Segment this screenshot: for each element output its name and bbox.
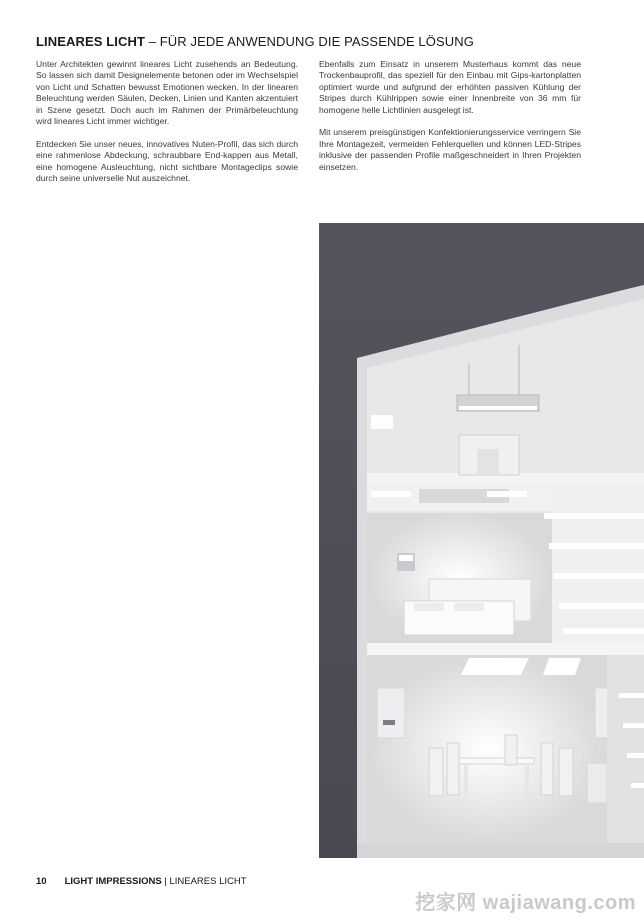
ground-stair-light-3 xyxy=(627,753,644,758)
right-text-column xyxy=(319,59,581,184)
chair-3 xyxy=(505,735,517,765)
footer-section: LINEARES LICHT xyxy=(169,876,247,887)
wall-spot-left xyxy=(383,720,395,725)
chair-5 xyxy=(559,748,573,796)
middle-floor xyxy=(367,643,644,655)
wall-lamp-glow xyxy=(399,555,413,561)
ground-stairwell xyxy=(607,655,644,843)
chair-4 xyxy=(541,743,553,795)
pendant-glow xyxy=(459,406,537,410)
side-cabinet xyxy=(587,763,607,803)
stair-light-4 xyxy=(559,603,644,609)
stair-light-1 xyxy=(544,513,644,519)
right-paragraph-1: Ebenfalls zum Einsatz in unserem Musterhaus kommt das neue Trockenbauprofil, das speziell für den Einbau mit Gips-kartonplatten optimiert wurde und aufgrund der erhöhten passiven Kühlung der Stripes durch Kühlrippen sowie einer Innenbreite von 36 mm für homogene helle Lichtlinien ausgelegt ist. xyxy=(319,59,581,115)
table-leg-1 xyxy=(464,764,468,799)
sideboard-left xyxy=(377,688,405,738)
house-model-illustration xyxy=(319,223,644,858)
footer-separator: | xyxy=(161,876,170,887)
ceiling-light-strip-1 xyxy=(371,491,411,497)
ceiling-light-strip-2 xyxy=(487,491,527,497)
stair-light-2 xyxy=(549,543,644,549)
right-paragraph-2: Mit unserem preisgünstigen Konfektionierungsservice verringern Sie Ihre Montagezeit, vermeiden Fehlerquellen und können LED-Stripes inklusive der passenden Profile maßgeschneidert in Ihren Projekten einsetzen. xyxy=(319,127,581,172)
dining-table xyxy=(459,758,534,764)
left-text-column xyxy=(36,59,298,196)
title-bold: LINEARES LICHT xyxy=(36,34,146,49)
pillow-2 xyxy=(454,603,484,611)
stair-light-3 xyxy=(554,573,644,579)
page-number: 10 xyxy=(36,876,47,887)
chair-1 xyxy=(429,748,443,796)
pillow-1 xyxy=(414,603,444,611)
ceiling-light-panel-1 xyxy=(461,658,529,675)
watermark: 挖家网 wajiawang.com xyxy=(415,892,636,914)
page-title xyxy=(36,34,616,49)
attic-light xyxy=(371,415,393,429)
footer-brand: LIGHT IMPRESSIONS xyxy=(64,876,162,887)
ceiling-light-panel-2 xyxy=(543,658,581,675)
ground-stair-light-1 xyxy=(619,693,644,698)
title-rest: – FÜR JEDE ANWENDUNG DIE PASSENDE LÖSUNG xyxy=(145,34,474,49)
ground-stair-light-4 xyxy=(631,783,644,788)
chair-2 xyxy=(447,743,459,795)
ground-stair-light-2 xyxy=(623,723,644,728)
left-paragraph-2: Entdecken Sie unser neues, innovatives Nuten-Profil, das sich durch eine rahmenlose Abdeckung, schraubbare End-kappen aus Metall, eine homogene Ausleuchtung, nicht sichtbare Montageclips sowie durch seine universelle Nut auszeichnet. xyxy=(36,138,298,184)
left-paragraph-1: Unter Architekten gewinnt lineares Licht zusehends an Bedeutung. So lassen sich damit Designelemente betonen oder im Wechselspiel von Licht und Schatten bewusst Emotionen wecken. In der linearen Beleuchtung werden Säulen, Decken, Linien und Kanten akzentuiert in Szene gesetzt. Doch auch im Rahmen der Primärbeleuchtung wird lineares Licht immer wichtiger. xyxy=(36,59,298,127)
base-slab xyxy=(357,843,644,858)
house-model-photo xyxy=(319,223,644,858)
table-leg-2 xyxy=(525,764,529,799)
page-footer xyxy=(36,876,247,887)
stair-light-5 xyxy=(563,628,644,634)
attic-box-opening xyxy=(477,449,499,475)
stair-area xyxy=(552,483,644,648)
